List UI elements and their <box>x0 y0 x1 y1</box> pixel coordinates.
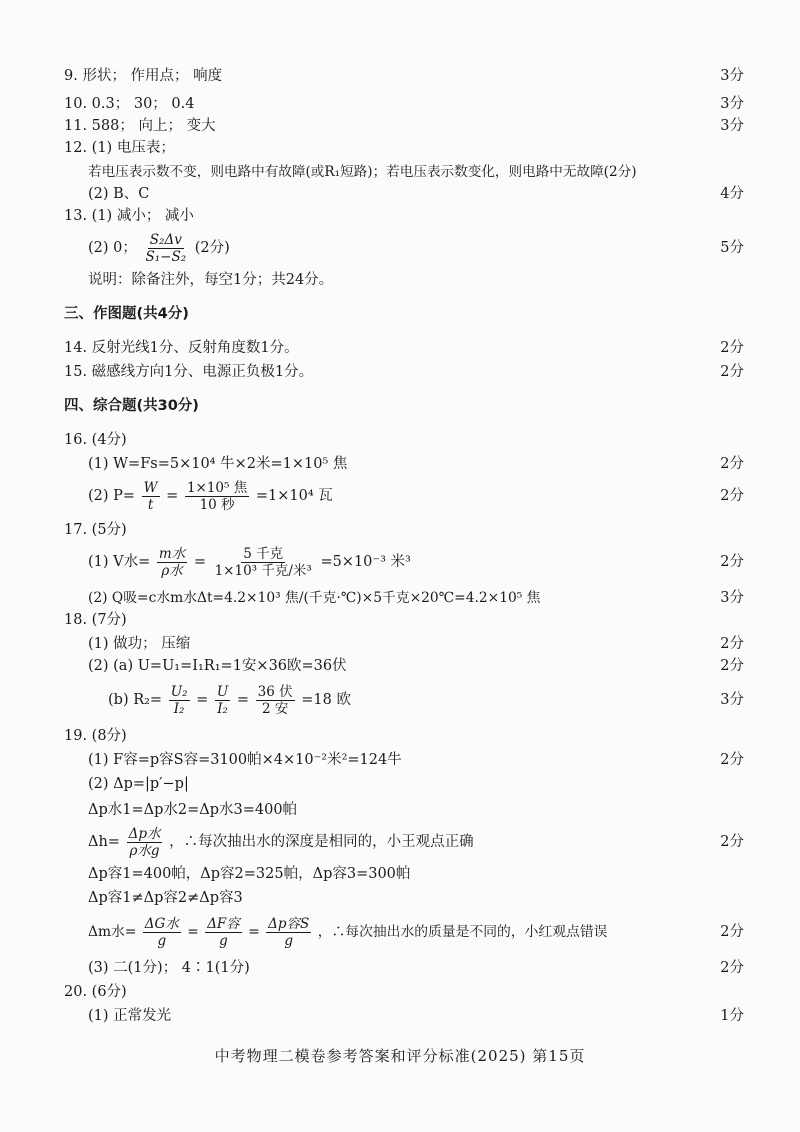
answer-line: (1) F容=p容S容=3100帕×4×10⁻²米²=124牛 2分 <box>88 746 744 774</box>
answer-line: 18. (7分) <box>64 612 127 628</box>
answer-line: (2) (a) U=U₁=I₁R₁=1安×36欧=36伏 2分 <box>88 652 744 680</box>
answer-line: Δp容1≠Δp容2≠Δp容3 <box>88 890 243 906</box>
answer-line: (1) W=Fs=5×10⁴ 牛×2米=1×10⁵ 焦 2分 <box>88 450 744 478</box>
answer-line: (b) R₂= $\frac{\text{U₂}}{\text{I₂}}$ = $\frac{U}{\text{I₂}}$ = $\frac{\text{36 伏}}{\text{2 安}}$ =18 欧 3分 <box>108 680 744 720</box>
score: 2分 <box>720 960 744 976</box>
score: 2分 <box>720 924 744 940</box>
answer-line: 14. 反射光线1分、反射角度数1分。 2分 <box>64 334 744 362</box>
answer-line: 20. (6分) <box>64 984 127 1000</box>
fraction: $\frac{\text{U₂}}{\text{I₂}}$ <box>170 683 188 717</box>
fraction: $\frac{\text{ΔG水}}{g}$ <box>144 916 179 949</box>
answer-line: 15. 磁感线方向1分、电源正负极1分。 2分 <box>64 358 744 386</box>
fraction: $\frac{\text{Δp容S}}{g}$ <box>268 916 310 949</box>
answer-line: 11. 588； 向上； 变大 3分 <box>64 112 744 140</box>
score: 2分 <box>720 340 744 356</box>
fraction: $\frac{\text{Δp水}}{\text{ρ水g}}$ <box>128 825 161 859</box>
answer-line: (2) 0； $\frac{\text{S₂Δv}}{\text{S₁−S₂}}$ (2分) 5分 <box>88 228 744 268</box>
answer-line: (2) B、C 4分 <box>88 180 744 208</box>
fraction: $\frac{\text{5 千克}}{\text{1×10³ 千克/米³}}$ <box>214 545 312 579</box>
answer-line: (1) 做功； 压缩 2分 <box>88 630 744 658</box>
score: 3分 <box>720 692 744 708</box>
score: 1分 <box>720 1008 744 1024</box>
score: 5分 <box>720 240 744 256</box>
answer-line: Δm水= $\frac{\text{ΔG水}}{g}$ = $\frac{\text{ΔF容}}{g}$ = $\frac{\text{Δp容S}}{g}$ ，∴每次抽出水的质量是不同的，小红观点错误 2分 <box>88 912 744 952</box>
score: 4分 <box>720 186 744 202</box>
section-heading: 三、作图题(共4分) <box>64 306 189 322</box>
score: 2分 <box>720 636 744 652</box>
score: 2分 <box>720 752 744 768</box>
answer-line: (2) Q吸=c水m水Δt=4.2×10³ 焦/(千克·℃)×5千克×20℃=4.2×10⁵ 焦 3分 <box>88 584 744 612</box>
score: 2分 <box>720 554 744 570</box>
fraction: $\frac{\text{36 伏}}{\text{2 安}}$ <box>257 683 293 717</box>
fraction: $\frac{U}{\text{I₂}}$ <box>216 683 229 717</box>
answer-line: 16. (4分) <box>64 432 127 448</box>
answer-line: Δh= $\frac{\text{Δp水}}{\text{ρ水g}}$ ，∴每次抽出水的深度是相同的，小王观点正确 2分 <box>88 822 744 862</box>
score: 3分 <box>720 118 744 134</box>
score: 3分 <box>720 68 744 84</box>
answer-line: (1) 正常发光 1分 <box>88 1002 744 1030</box>
answer-line: 若电压表示数不变，则电路中有故障(或R₁短路)；若电压表示数变化，则电路中无故障(2分) <box>88 164 637 180</box>
score: 2分 <box>720 456 744 472</box>
score: 2分 <box>720 488 744 504</box>
answer-line: (2) Δp=|p′−p| <box>88 776 189 792</box>
answer-line: 说明：除备注外，每空1分；共24分。 <box>88 272 334 288</box>
score: 2分 <box>720 834 744 850</box>
answer-line: (2) P= $\frac{W}{t}$ = $\frac{\text{1×10⁵ 焦}}{\text{10 秒}}$ =1×10⁴ 瓦 2分 <box>88 476 744 516</box>
fraction: $\frac{\text{ΔF容}}{g}$ <box>207 916 240 949</box>
answer-line: 10. 0.3； 30； 0.4 3分 <box>64 90 744 118</box>
fraction: $\frac{\text{S₂Δv}}{\text{S₁−S₂}}$ <box>145 231 187 265</box>
answer-line: Δp水1=Δp水2=Δp水3=400帕 <box>88 802 298 818</box>
section-heading: 四、综合题(共30分) <box>64 398 199 414</box>
answer-line: 9. 形状； 作用点； 响度 3分 <box>64 62 744 90</box>
score: 3分 <box>720 96 744 112</box>
answer-line: 13. (1) 减小； 减小 <box>64 208 194 224</box>
score: 2分 <box>720 364 744 380</box>
fraction: $\frac{\text{m水}}{\text{ρ水}}$ <box>158 545 186 579</box>
answer-line: (1) V水= $\frac{\text{m水}}{\text{ρ水}}$ = $\frac{\text{5 千克}}{\text{1×10³ 千克/米³}}$ =5×10⁻³ 米³ 2分 <box>88 542 744 582</box>
answer-line: 19. (8分) <box>64 728 127 744</box>
answer-line: Δp容1=400帕，Δp容2=325帕，Δp容3=300帕 <box>88 866 411 882</box>
page-footer: 中考物理二模卷参考答案和评分标准(2025) 第15页 <box>214 1047 586 1065</box>
answer-line: (3) 二(1分)； 4∶1(1分) 2分 <box>88 954 744 982</box>
score: 2分 <box>720 658 744 674</box>
fraction: $\frac{\text{1×10⁵ 焦}}{\text{10 秒}}$ <box>186 479 248 513</box>
answer-line: 12. (1) 电压表； <box>64 140 175 156</box>
fraction: $\frac{W}{t}$ <box>143 479 158 513</box>
score: 3分 <box>720 590 744 606</box>
answer-line: 17. (5分) <box>64 522 127 538</box>
